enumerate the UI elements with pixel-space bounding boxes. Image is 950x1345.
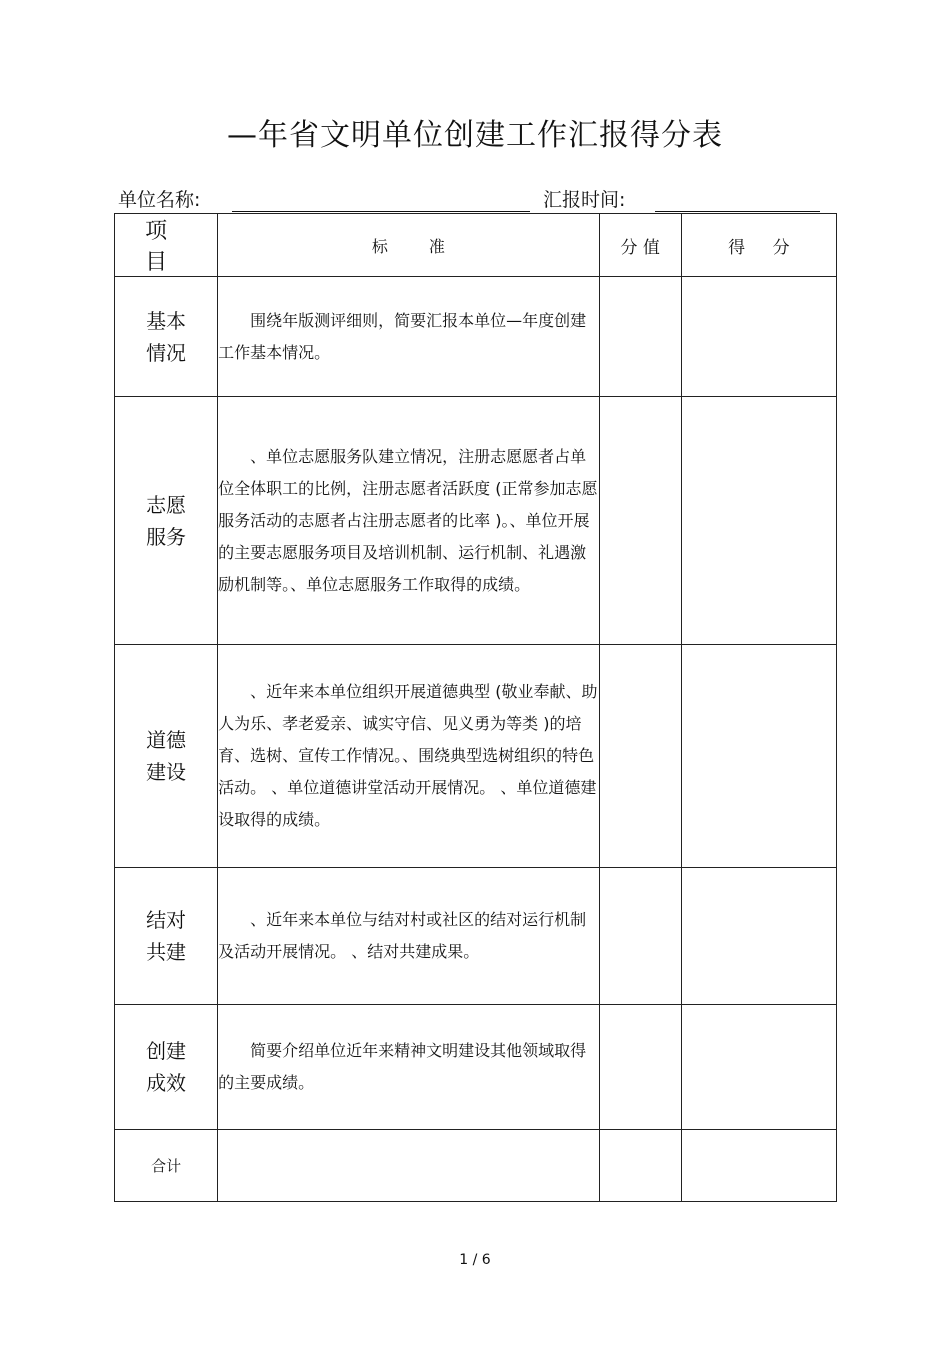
total-score-cell[interactable] xyxy=(681,1130,836,1202)
row-score-cell[interactable] xyxy=(681,868,836,1005)
row-value-cell[interactable] xyxy=(599,1005,681,1130)
header-value: 分 值 xyxy=(599,214,681,277)
table-total-row xyxy=(115,1130,837,1202)
row-score-cell[interactable] xyxy=(681,397,836,645)
table-row xyxy=(115,868,837,1005)
score-table xyxy=(114,213,837,1202)
row-score-cell[interactable] xyxy=(681,277,836,397)
row-item-cell xyxy=(115,1005,218,1130)
table-row xyxy=(115,645,837,868)
row-score-cell[interactable] xyxy=(681,645,836,868)
row-value-cell[interactable] xyxy=(599,397,681,645)
report-time-blank xyxy=(655,211,820,212)
table-row xyxy=(115,1005,837,1130)
row-value-cell[interactable] xyxy=(599,277,681,397)
row-item-label: 道德建设 xyxy=(146,728,187,784)
row-item-cell xyxy=(115,277,218,397)
header-item: 项 目 xyxy=(115,214,218,277)
page-number: 1 / 6 xyxy=(459,1252,491,1268)
table-row xyxy=(115,277,837,397)
row-item-cell xyxy=(115,868,218,1005)
page-title: —年省文明单位创建工作汇报得分表 xyxy=(227,118,723,153)
unit-name-label: 单位名称: xyxy=(118,189,201,211)
unit-name-blank xyxy=(232,211,530,212)
row-item-cell xyxy=(115,645,218,868)
row-value-cell[interactable] xyxy=(599,868,681,1005)
table-row xyxy=(115,397,837,645)
row-item-cell xyxy=(115,397,218,645)
report-time-label: 汇报时间: xyxy=(543,189,626,211)
row-standard-cell: 、近年来本单位组织开展道德典型 (敬业奉献、助人为乐、孝老爱亲、诚实守信、见义勇为等类 )的培育、选树、宣传工作情况。、围绕典型选树组织的特色活动。 、单位道德讲堂活动开展情况。 、单位道德建设取得的成绩。 xyxy=(218,645,600,868)
total-standard-cell xyxy=(218,1130,600,1202)
row-standard-cell: 围绕年版测评细则，简要汇报本单位—年度创建工作基本情况。 xyxy=(218,277,600,397)
row-standard-cell: 、单位志愿服务队建立情况，注册志愿愿者占单位全体职工的比例，注册志愿者活跃度 (正常参加志愿服务活动的志愿者占注册志愿者的比率 )。、单位开展的主要志愿服务项目及培训机制、运行机制、礼遇激励机制等。、单位志愿服务工作取得的成绩。 xyxy=(218,397,600,645)
header-standard: 标 准 xyxy=(218,214,600,277)
header-score: 得 分 xyxy=(681,214,836,277)
row-standard-cell: 、近年来本单位与结对村或社区的结对运行机制及活动开展情况。 、结对共建成果。 xyxy=(218,868,600,1005)
row-score-cell[interactable] xyxy=(681,1005,836,1130)
table-header-row xyxy=(115,214,837,277)
row-value-cell[interactable] xyxy=(599,645,681,868)
row-item-label: 创建成效 xyxy=(146,1039,187,1095)
row-item-label: 基本情况 xyxy=(146,308,187,365)
row-standard-cell: 简要介绍单位近年来精神文明建设其他领域取得的主要成绩。 xyxy=(218,1005,600,1130)
row-item-label: 结对共建 xyxy=(146,908,187,964)
row-item-label: 志愿服务 xyxy=(146,492,187,549)
total-value-cell[interactable] xyxy=(599,1130,681,1202)
total-label-cell: 合计 xyxy=(115,1130,218,1202)
